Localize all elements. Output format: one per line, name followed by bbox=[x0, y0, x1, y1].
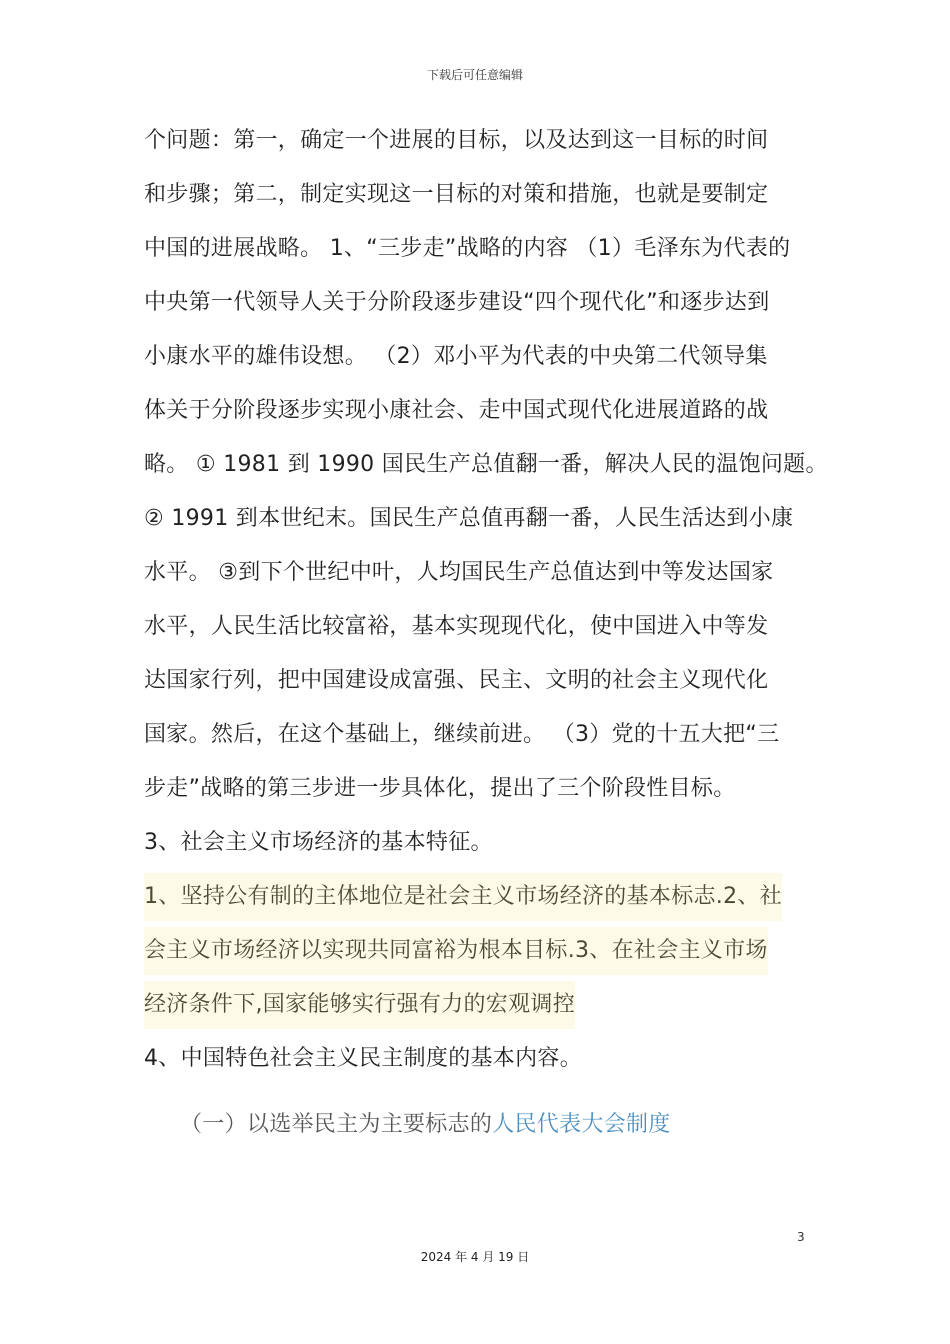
sub-item bbox=[144, 1098, 814, 1152]
paragraph-line: 国家。然后，在这个基础上，继续前进。 （3）党的十五大把“三 bbox=[144, 722, 780, 747]
highlighted-text: 1、坚持公有制的主体地位是社会主义市场经济的基本标志.2、社 bbox=[144, 873, 782, 921]
paragraph-line: 中央第一代领导人关于分阶段逐步建设“四个现代化”和逐步达到 bbox=[144, 290, 770, 315]
paragraph-line: 达国家行列，把中国建设成富强、民主、文明的社会主义现代化 bbox=[144, 668, 769, 693]
page-number: 3 bbox=[797, 1230, 805, 1244]
footer-date: 2024 年 4 月 19 日 bbox=[420, 1250, 530, 1264]
paragraph-line: ② 1991 到本世纪末。国民生产总值再翻一番，人民生活达到小康 bbox=[144, 506, 794, 531]
highlighted-text: 经济条件下,国家能够实行强有力的宏观调控 bbox=[144, 981, 575, 1029]
paragraph-line: 水平。 ③到下个世纪中叶，人均国民生产总值达到中等发达国家 bbox=[144, 560, 774, 585]
highlight-line bbox=[144, 978, 814, 1032]
highlighted-text: 会主义市场经济以实现共同富裕为根本目标.3、在社会主义市场 bbox=[144, 927, 768, 975]
paragraph-line: 中国的进展战略。 1、“三步走”战略的内容 （1）毛泽东为代表的 bbox=[144, 236, 791, 261]
document-body bbox=[144, 114, 828, 1152]
sub-item-prefix: （一）以选举民主为主要标志的 bbox=[180, 1112, 493, 1137]
paragraph-line: 步走”战略的第三步进一步具体化，提出了三个阶段性目标。 bbox=[144, 776, 736, 801]
page-header: 下载后可任意编辑 bbox=[426, 68, 523, 82]
paragraph-line: 和步骤；第二，制定实现这一目标的对策和措施，也就是要制定 bbox=[144, 182, 769, 207]
paragraph-line: 小康水平的雄伟设想。 （2）邓小平为代表的中央第二代领导集 bbox=[144, 344, 768, 369]
paragraph-line: 体关于分阶段逐步实现小康社会、走中国式现代化进展道路的战 bbox=[144, 398, 769, 423]
paragraph-line: 略。 ① 1981 到 1990 国民生产总值翻一番，解决人民的温饱问题。 bbox=[144, 452, 828, 477]
section-heading-4: 4、中国特色社会主义民主制度的基本内容。 bbox=[144, 1046, 582, 1071]
sub-item-link[interactable]: 人民代表大会制度 bbox=[492, 1112, 671, 1137]
highlight-line bbox=[144, 924, 814, 978]
paragraph-line: 个问题：第一，确定一个进展的目标，以及达到这一目标的时间 bbox=[144, 128, 769, 153]
section-heading-3: 3、社会主义市场经济的基本特征。 bbox=[144, 830, 493, 855]
paragraph-line: 水平，人民生活比较富裕，基本实现现代化，使中国进入中等发 bbox=[144, 614, 769, 639]
highlight-line bbox=[144, 870, 814, 924]
